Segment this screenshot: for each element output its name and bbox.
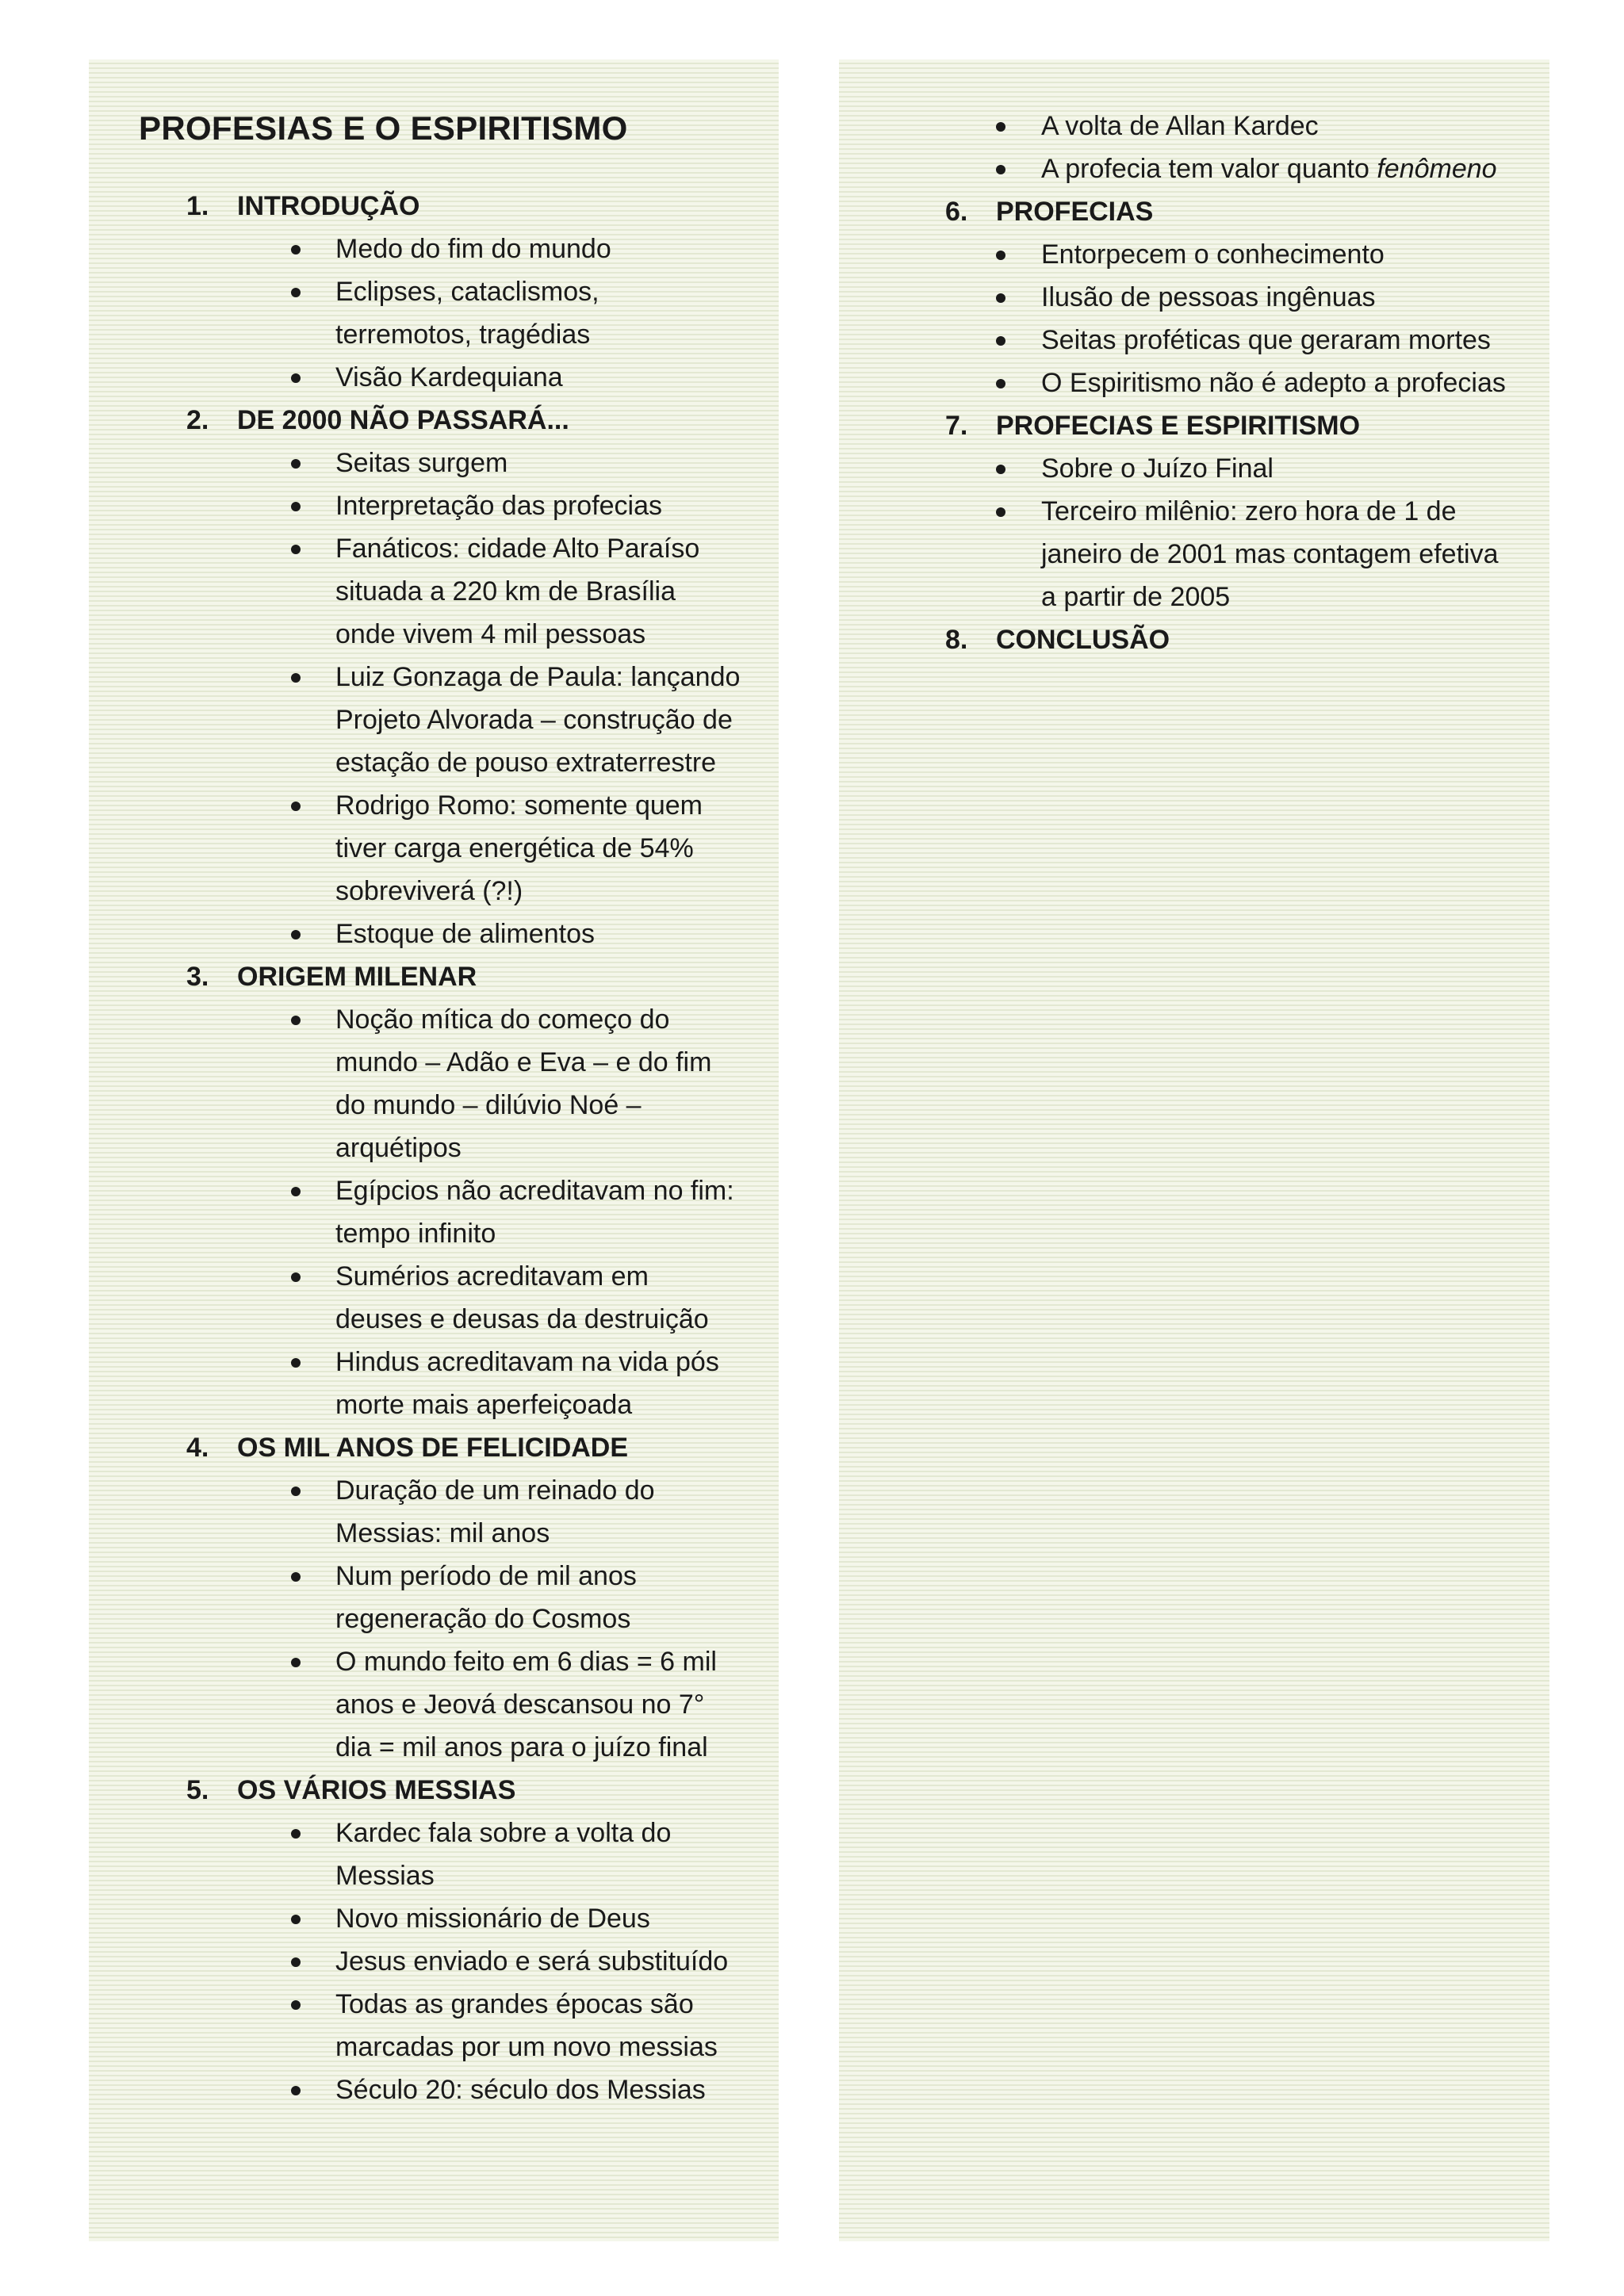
- bullet-icon: [291, 1016, 301, 1025]
- list-item: [186, 656, 741, 784]
- bullet-list: [945, 233, 1516, 404]
- left-column-content: [186, 185, 741, 2111]
- list-item-text: Num período de mil anos regeneração do Cosmos: [335, 1561, 637, 1634]
- section-profecias: [945, 190, 1516, 404]
- list-item-text: Sumérios acreditavam em deuses e deusas da destruição: [335, 1261, 709, 1334]
- bullet-icon: [291, 1915, 301, 1924]
- list-item-text: Seitas proféticas que geraram mortes: [1041, 325, 1491, 355]
- bullet-icon: [291, 502, 301, 511]
- list-item-text: Jesus enviado e será substituído: [335, 1946, 729, 1976]
- list-item: [186, 1255, 741, 1341]
- list-item: [186, 1341, 741, 1426]
- section-title: PROFECIAS E ESPIRITISMO: [996, 411, 1361, 441]
- list-item-text: Fanáticos: cidade Alto Paraíso situada a 220 km de Brasília onde vivem 4 mil pessoas: [335, 534, 700, 649]
- list-item-text: Luiz Gonzaga de Paula: lançando Projeto Alvorada – construção de estação de pouso extraterrestre: [335, 662, 741, 778]
- bullet-icon: [291, 930, 301, 939]
- bullet-icon: [291, 802, 301, 811]
- list-item: [945, 447, 1516, 490]
- list-item: [945, 276, 1516, 319]
- section-profecias-e-espiritismo: [945, 404, 1516, 618]
- section-introducao: [186, 185, 741, 399]
- list-item: [186, 1169, 741, 1255]
- list-item: [186, 1640, 741, 1769]
- bullet-icon: [291, 1272, 301, 1282]
- section-title: OS MIL ANOS DE FELICIDADE: [237, 1433, 629, 1463]
- bullet-icon: [291, 1829, 301, 1839]
- list-item: [945, 105, 1516, 147]
- list-item: [945, 319, 1516, 362]
- list-item-text: Entorpecem o conhecimento: [1041, 239, 1385, 270]
- bullet-list: [186, 998, 741, 1426]
- section-number: 1.: [186, 191, 209, 221]
- right-column-content: [945, 105, 1516, 661]
- bullet-list-continued: [945, 105, 1516, 190]
- list-item-text: Interpretação das profecias: [335, 491, 663, 521]
- section-title: ORIGEM MILENAR: [237, 962, 477, 992]
- section-de-2000-nao-passara: [186, 399, 741, 955]
- bullet-icon: [291, 2086, 301, 2095]
- list-item-text: O mundo feito em 6 dias = 6 mil anos e Jeová descansou no 7° dia = mil anos para o juízo final: [335, 1647, 717, 1762]
- list-item: [945, 490, 1516, 618]
- section-number: 4.: [186, 1433, 209, 1463]
- bullet-icon: [291, 373, 301, 383]
- list-item: [186, 1469, 741, 1555]
- section-number: 8.: [945, 625, 968, 655]
- section-conclusao: [945, 618, 1516, 661]
- bullet-list: [186, 228, 741, 399]
- list-item-text: Estoque de alimentos: [335, 919, 595, 949]
- list-item-italic-text: fenômeno: [1377, 154, 1497, 184]
- section-number: 3.: [186, 962, 209, 992]
- list-item: [945, 233, 1516, 276]
- bullet-icon: [291, 673, 301, 683]
- section-title: DE 2000 NÃO PASSARÁ...: [237, 405, 569, 435]
- list-item: [186, 2068, 741, 2111]
- section-heading: [945, 618, 1516, 661]
- list-item-text: Kardec fala sobre a volta do Messias: [335, 1818, 672, 1891]
- section-title: CONCLUSÃO: [996, 625, 1170, 655]
- list-item: [186, 527, 741, 656]
- bullet-icon: [291, 1658, 301, 1667]
- bullet-icon: [291, 1358, 301, 1368]
- bullet-icon: [291, 459, 301, 469]
- bullet-icon: [996, 507, 1005, 517]
- bullet-icon: [291, 1957, 301, 1967]
- list-item: [186, 1812, 741, 1897]
- list-item-text: Novo missionário de Deus: [335, 1904, 650, 1934]
- list-item-text: Medo do fim do mundo: [335, 234, 611, 264]
- list-item: [186, 228, 741, 270]
- section-heading: [186, 955, 741, 998]
- list-item-text: Rodrigo Romo: somente quem tiver carga energética de 54% sobreviverá (?!): [335, 790, 703, 906]
- bullet-icon: [996, 379, 1005, 388]
- list-item-text: Hindus acreditavam na vida pós morte mais aperfeiçoada: [335, 1347, 719, 1420]
- list-item: [945, 362, 1516, 404]
- list-item-text: Terceiro milênio: zero hora de 1 de janeiro de 2001 mas contagem efetiva a partir de 2005: [1041, 496, 1499, 612]
- section-heading: [186, 1769, 741, 1812]
- list-item: [186, 356, 741, 399]
- list-item-text: A profecia tem valor quanto: [1041, 154, 1377, 184]
- list-item-text: Noção mítica do começo do mundo – Adão e Eva – e do fim do mundo – dilúvio Noé – arquétipos: [335, 1004, 712, 1163]
- bullet-icon: [996, 465, 1005, 474]
- list-item: [186, 784, 741, 913]
- section-heading: [186, 1426, 741, 1469]
- list-item: [186, 913, 741, 955]
- bullet-icon: [291, 288, 301, 297]
- bullet-icon: [996, 165, 1005, 174]
- section-heading: [945, 404, 1516, 447]
- bullet-icon: [291, 1487, 301, 1496]
- list-item-text: Ilusão de pessoas ingênuas: [1041, 282, 1376, 312]
- bullet-icon: [996, 293, 1005, 303]
- section-heading: [945, 190, 1516, 233]
- section-title: OS VÁRIOS MESSIAS: [237, 1775, 516, 1805]
- list-item-text: Sobre o Juízo Final: [1041, 453, 1274, 484]
- list-item-text: Seitas surgem: [335, 448, 508, 478]
- bullet-icon: [291, 545, 301, 554]
- list-item: [186, 484, 741, 527]
- bullet-icon: [996, 251, 1005, 260]
- list-item: [186, 1897, 741, 1940]
- section-title: PROFECIAS: [996, 197, 1154, 227]
- bullet-icon: [291, 2000, 301, 2010]
- bullet-icon: [996, 336, 1005, 346]
- section-mil-anos-de-felicidade: [186, 1426, 741, 1769]
- list-item-text: Visão Kardequiana: [335, 362, 563, 392]
- list-item: [186, 270, 741, 356]
- section-number: 6.: [945, 197, 968, 227]
- bullet-icon: [291, 1187, 301, 1196]
- section-number: 2.: [186, 405, 209, 435]
- bullet-icon: [291, 1572, 301, 1582]
- bullet-list: [186, 1469, 741, 1769]
- section-varios-messias: [186, 1769, 741, 2111]
- list-item-text: Duração de um reinado do Messias: mil anos: [335, 1475, 655, 1548]
- list-item-text: Todas as grandes épocas são marcadas por um novo messias: [335, 1989, 718, 2062]
- list-item: [186, 1983, 741, 2068]
- section-number: 5.: [186, 1775, 209, 1805]
- bullet-list: [945, 447, 1516, 618]
- bullet-list: [186, 1812, 741, 2111]
- bullet-icon: [996, 122, 1005, 132]
- list-item-text: Eclipses, cataclismos, terremotos, tragédias: [335, 277, 599, 350]
- section-heading: [186, 185, 741, 228]
- list-item-text: O Espiritismo não é adepto a profecias: [1041, 368, 1506, 398]
- section-heading: [186, 399, 741, 442]
- list-item-text: Século 20: século dos Messias: [335, 2075, 706, 2105]
- list-item-text: A volta de Allan Kardec: [1041, 111, 1319, 141]
- bullet-list: [186, 442, 741, 955]
- list-item: [186, 1555, 741, 1640]
- section-origem-milenar: [186, 955, 741, 1426]
- list-item: [186, 1940, 741, 1983]
- list-item: [186, 442, 741, 484]
- section-title: INTRODUÇÃO: [237, 191, 420, 221]
- section-number: 7.: [945, 411, 968, 441]
- bullet-icon: [291, 245, 301, 254]
- document-title: PROFESIAS E O ESPIRITISMO: [139, 109, 628, 147]
- list-item-text: Egípcios não acreditavam no fim: tempo infinito: [335, 1176, 734, 1249]
- list-item: [945, 147, 1516, 190]
- list-item: [186, 998, 741, 1169]
